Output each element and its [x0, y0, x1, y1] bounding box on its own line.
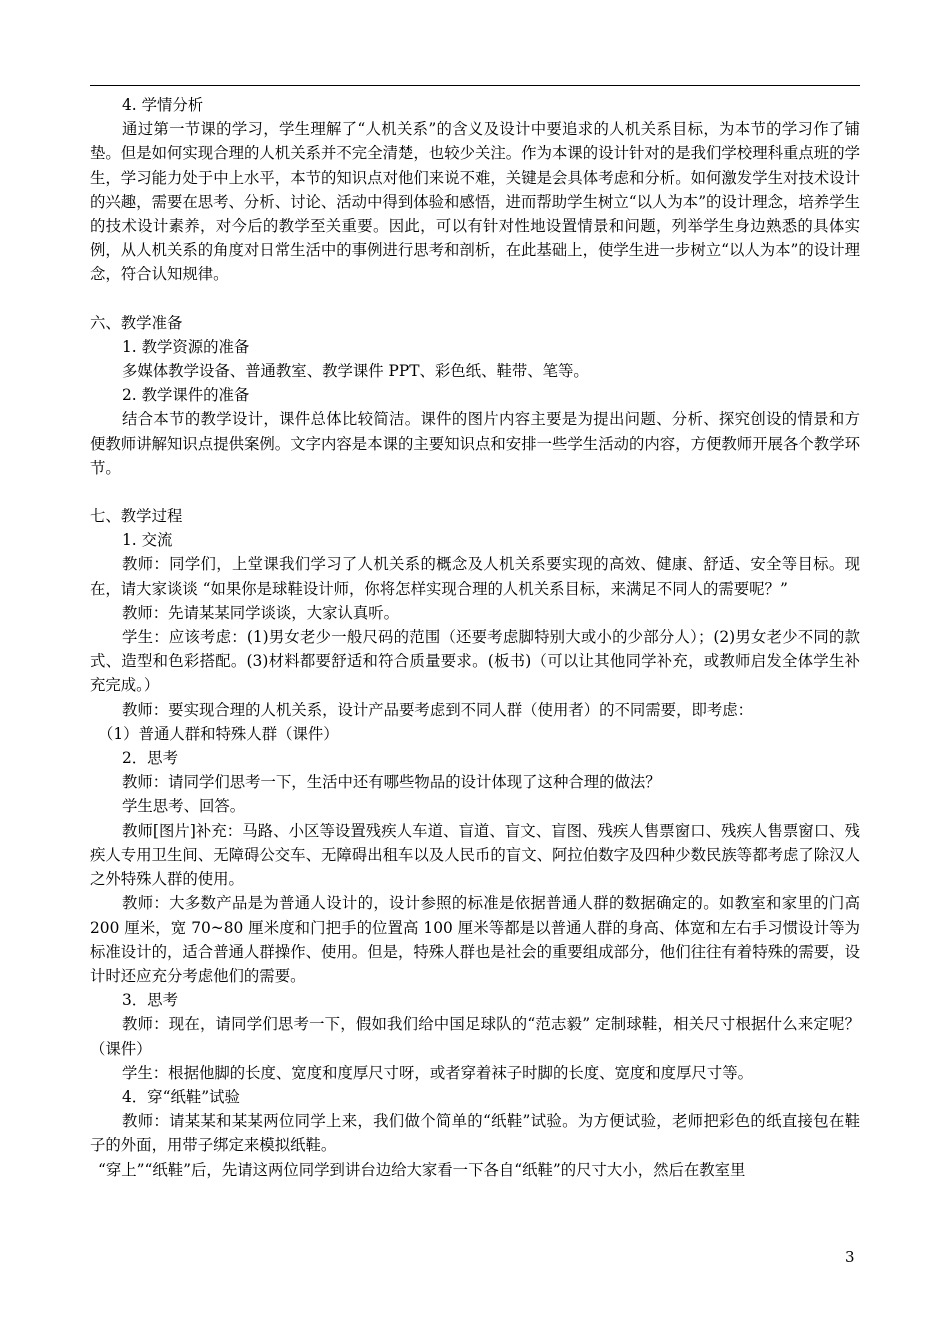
paragraph: 结合本节的教学设计，课件总体比较简洁。课件的图片内容主要是为提出问题、分析、探究创设的情景和方便教师讲解知识点提供案例。文字内容是本课的主要知识点和安排一些学生活动的内容，方便教师开展各个教学环节。 [90, 410, 860, 477]
paragraph: 学生：根据他脚的长度、宽度和度厚尺寸呀，或者穿着袜子时脚的长度、宽度和度厚尺寸等。 [122, 1063, 754, 1082]
paragraph: 教师：要实现合理的人机关系，设计产品要考虑到不同人群（使用者）的不同需要，即考虑： [122, 700, 754, 719]
paragraph: 学生：应该考虑：(1)男女老少一般尺码的范围（还要考虑脚特别大或小的少部分人）；(2)男女老少不同的款式、造型和色彩搭配。(3)材料都要舒适和符合质量要求。(板书)（可以让其他同学补充，或教师启发全体学生补充完成。） [90, 628, 860, 695]
spacer [90, 480, 860, 504]
document-body [90, 93, 860, 1182]
paragraph: 教师：请同学们思考一下，生活中还有哪些物品的设计体现了这种合理的做法？ [122, 773, 661, 792]
paragraph: （1）普通人群和特殊人群（课件） [98, 724, 339, 743]
section-title: 4. 学情分析 [122, 96, 204, 114]
subsection-title: 2．思考 [122, 749, 178, 768]
spacer [90, 287, 860, 311]
paragraph: 学生思考、回答。 [122, 797, 246, 816]
paragraph: “穿上”“纸鞋”后，先请这两位同学到讲台边给大家看一下各自“纸鞋”的尺寸大小，然后在教室里 [98, 1160, 746, 1179]
section-heading: 七、教学过程 [90, 507, 183, 526]
paragraph: 教师：现在，请同学们思考一下，假如我们给中国足球队的“范志毅” 定制球鞋，相关尺寸根据什么来定呢？（课件） [90, 1015, 860, 1058]
subsection-title: 3．思考 [122, 991, 178, 1010]
subsection-title: 4．穿“纸鞋”试验 [122, 1087, 240, 1106]
paragraph: 教师[图片]补充：马路、小区等设置残疾人车道、盲道、盲文、盲图、残疾人售票窗口、残疾人售票窗口、残疾人专用卫生间、无障碍公交车、无障碍出租车以及人民币的盲文、阿拉伯数字及四种少数民族等都考虑了除汉人之外特殊人群的使用。 [90, 821, 860, 889]
subsection-title: 1. 交流 [122, 531, 173, 550]
header-rule [90, 85, 860, 86]
subsection-title: 1. 教学资源的准备 [122, 337, 250, 356]
paragraph: 教师：同学们，上堂课我们学习了人机关系的概念及人机关系要实现的高效、健康、舒适、安全等目标。现在，请大家谈谈 “如果你是球鞋设计师，你将怎样实现合理的人机关系目标，来满足不同人的需要呢？” [90, 555, 860, 598]
paragraph: 通过第一节课的学习，学生理解了“人机关系”的含义及设计中要追求的人机关系目标，为本节的学习作了铺垫。但是如何实现合理的人机关系并不完全清楚，也较少关注。作为本课的设计针对的是我们学校理科重点班的学生，学习能力处于中上水平，本节的知识点对他们来说不难，关键是会具体考虑和分析。如何激发学生对技术设计的兴趣，需要在思考、分析、讨论、活动中得到体验和感悟，进而帮助学生树立“以人为本”的设计理念，培养学生的技术设计素养，对今后的教学至关重要。因此，可以有针对性地设置情景和问题，列举学生身边熟悉的具体实例，从人机关系的角度对日常生活中的事例进行思考和剖析，在此基础上，使学生进一步树立“以人为本”的设计理念，符合认知规律。 [90, 120, 860, 284]
paragraph: 教师：请某某和某某两位同学上来，我们做个简单的“纸鞋”试验。为方便试验，老师把彩色的纸直接包在鞋子的外面，用带子绑定来模拟纸鞋。 [90, 1112, 860, 1155]
paragraph: 多媒体教学设备、普通教室、教学课件 PPT、彩色纸、鞋带、笔等。 [122, 362, 589, 381]
page-number: 3 [845, 1248, 855, 1266]
paragraph: 教师：先请某某同学谈谈，大家认真听。 [122, 603, 400, 622]
subsection-title: 2. 教学课件的准备 [122, 386, 250, 405]
section-heading: 六、教学准备 [90, 313, 183, 332]
paragraph: 教师：大多数产品是为普通人设计的，设计参照的标准是依据普通人群的数据确定的。如教室和家里的门高 200 厘米，宽 70~80 厘米度和门把手的位置高 100 厘米等都是以普通人群的身高、体宽和左右手习惯设计等为标准设计的，适合普通人群操作、使用。但是，特殊人群也是社会的重要组成部分，他们往往有着特殊的需要，设计时还应充分考虑他们的需要。 [90, 894, 860, 985]
